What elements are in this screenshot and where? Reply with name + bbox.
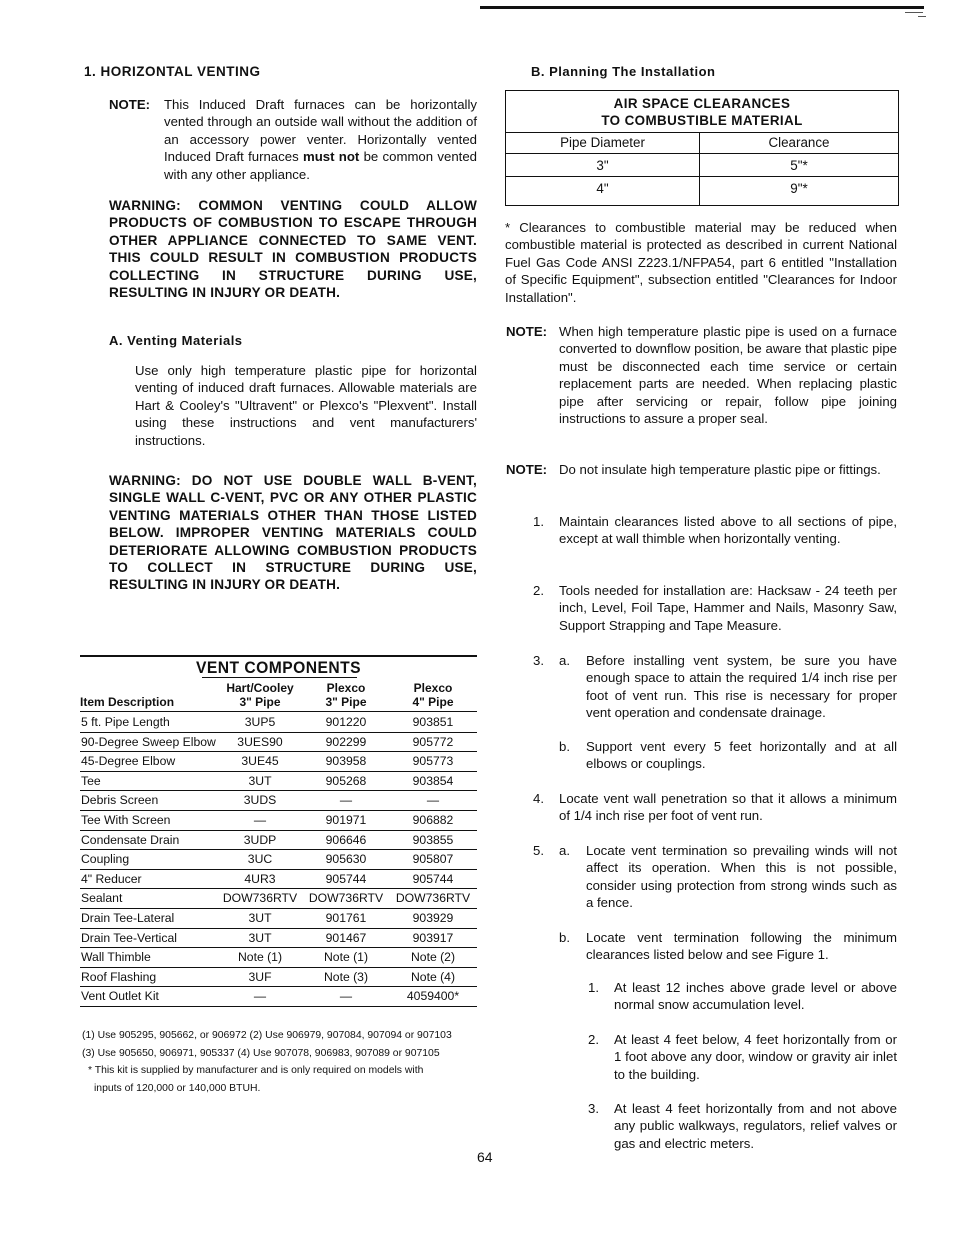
part-number-cell: — — [339, 989, 353, 1004]
item-text: Locate vent wall penetration so that it allows a minimum of 1/4 inch rise per foot of vent run. — [559, 791, 897, 824]
clearance-cell: 9"* — [790, 181, 808, 196]
item-number: 3. — [533, 653, 544, 668]
item-description-cell: Drain Tee-Vertical — [81, 930, 177, 945]
item-letter: b. — [559, 739, 570, 754]
subheading-planning: B. Planning The Installation — [531, 64, 716, 79]
page-number: 64 — [477, 1149, 493, 1165]
item-description-cell: Vent Outlet Kit — [81, 989, 159, 1004]
item-number: 1. — [533, 514, 544, 529]
part-number-cell: 905744 — [325, 871, 367, 886]
footnote: * This kit is supplied by manufacturer and is only required on models with — [88, 1065, 424, 1076]
note-label: NOTE: — [506, 462, 548, 477]
table-footnotes — [82, 1027, 482, 1097]
part-number-cell: Note (3) — [323, 969, 369, 984]
item-number: 4. — [533, 791, 544, 806]
table-row — [80, 849, 477, 870]
part-number-cell: 903917 — [412, 930, 454, 945]
part-number-cell: DOW736RTV — [222, 891, 298, 906]
part-number-cell: 901467 — [325, 930, 367, 945]
part-number-cell: 3UT — [248, 911, 272, 925]
col-header-plexco-4: Plexco 4" Pipe — [412, 681, 454, 709]
warning-block-2 — [109, 472, 477, 594]
item-text: Locate vent termination so prevailing winds will not affect its operation. When this is not possible, consider using protection from strong winds such as a fence. — [586, 843, 897, 911]
part-number-cell: 903851 — [412, 715, 454, 729]
table-row — [80, 888, 477, 909]
col-header-item: Item Description — [80, 695, 175, 709]
sub-item-number: 1. — [588, 980, 599, 995]
part-number-cell: 905773 — [412, 754, 454, 769]
part-number-cell: — — [426, 793, 440, 808]
note-text: Do not insulate high temperature plastic pipe or fittings. — [559, 462, 881, 477]
col-header-plexco-3: Plexco 3" Pipe — [325, 681, 367, 709]
table-row — [80, 751, 477, 772]
note-paragraph — [109, 96, 477, 183]
part-number-cell: 903855 — [412, 832, 454, 847]
note-text: This Induced Draft furnaces can be horizontally vented through an outside wall without the addition of an accessory power venter. Horizontally vented Induced Draft furnaces — [164, 97, 477, 165]
section-heading: 1. HORIZONTAL VENTING — [84, 64, 261, 79]
part-number-cell: 3UP5 — [244, 715, 276, 729]
part-number-cell: 903929 — [412, 911, 454, 925]
pipe-cell: 3" — [596, 158, 609, 173]
item-description-cell: Tee — [81, 773, 101, 788]
part-number-cell: 903854 — [412, 773, 454, 788]
footnote: (3) Use 905650, 906971, 905337 (4) Use 907078, 906983, 907089 or 907105 — [82, 1047, 440, 1059]
item-description-cell: Coupling — [81, 852, 130, 867]
part-number-cell: 901761 — [325, 911, 367, 925]
table-rule — [506, 132, 898, 133]
pipe-cell: 4" — [596, 181, 609, 196]
top-rule-tick — [918, 16, 926, 17]
item-description-cell: 45-Degree Elbow — [81, 754, 176, 769]
part-number-cell: 906882 — [412, 813, 454, 827]
footnote: inputs of 120,000 or 140,000 BTUH. — [94, 1082, 261, 1094]
table-row — [80, 712, 477, 733]
table-row — [80, 790, 477, 811]
part-number-cell: 905744 — [412, 871, 454, 886]
item-description-cell: Condensate Drain — [81, 832, 180, 847]
item-description-cell: Drain Tee-Lateral — [81, 911, 175, 925]
item-text: Maintain clearances listed above to all sections of pipe, except at wall thimble when horizontally venting. — [559, 514, 897, 547]
item-description-cell: 90-Degree Sweep Elbow — [81, 734, 216, 749]
table-rule — [506, 176, 898, 177]
note-text: When high temperature plastic pipe is used on a furnace converted to downflow position, be aware that plastic pipe must be disconnected each time service or certain replacement parts are needed. When replacing plastic pipe after servicing or repair, follow pipe joining instructions to assure a proper seal. — [559, 324, 897, 427]
part-number-cell: Note (4) — [410, 969, 456, 984]
note-emphasis: must not — [302, 149, 360, 165]
sub-item-text: At least 4 feet horizontally from and not above any public walkways, regulators, relief valves or gas and electric meters. — [614, 1101, 897, 1151]
table-row — [80, 732, 477, 753]
note-text-end: be common vented with any other appliance. — [164, 149, 477, 182]
part-number-cell: Note (1) — [323, 950, 369, 965]
table-title: TO COMBUSTIBLE MATERIAL — [601, 113, 803, 128]
item-number: 5. — [533, 843, 544, 858]
part-number-cell: 902299 — [325, 734, 367, 749]
part-number-cell: 901220 — [325, 715, 367, 729]
item-description-cell: 4" Reducer — [81, 871, 142, 886]
note-downflow — [506, 323, 897, 427]
table-top-rule — [80, 655, 477, 657]
part-number-cell: 3UDP — [243, 832, 277, 847]
table-title: VENT COMPONENTS — [195, 658, 362, 677]
item-text: Tools needed for installation are: Hacksaw - 24 teeth per inch, Level, Foil Tape, Hammer and Nails, Masonry Saw, Support Strapping and Tape Measure. — [559, 583, 897, 633]
item-text: Locate vent termination following the minimum clearances listed below and see Figure 1. — [586, 930, 897, 963]
sub-item-text: At least 4 feet below, 4 feet horizontally from or 1 foot above any door, window or gravity air inlet to the building. — [614, 1032, 897, 1082]
part-number-cell: — — [253, 813, 267, 827]
warning-text: COMMON VENTING COULD ALLOW PRODUCTS OF COMBUSTION TO ESCAPE THROUGH OTHER APPLIANCE CONNECTED TO SAME VENT. THIS COULD RESULT IN COMBUSTION PRODUCTS COLLECTING IN STRUCTURE DURING USE, RESULTING IN INJURY OR DEATH. — [109, 198, 477, 301]
table-row — [80, 810, 477, 831]
part-number-cell: 3UT — [248, 930, 272, 945]
top-rule — [480, 6, 924, 9]
part-number-cell: Note (1) — [237, 950, 283, 965]
subheading-venting-materials: A. Venting Materials — [109, 333, 243, 348]
part-number-cell: 4UR3 — [244, 871, 276, 886]
part-number-cell: 906646 — [325, 832, 367, 847]
sub-item-number: 3. — [588, 1101, 599, 1116]
warning-label: WARNING: — [109, 198, 181, 213]
table-row — [80, 928, 477, 949]
note-insulate — [506, 461, 897, 478]
air-space-clearance-table — [505, 90, 899, 206]
part-number-cell: 903958 — [325, 754, 367, 769]
item-letter: b. — [559, 930, 570, 945]
part-number-cell: — — [339, 793, 353, 808]
part-number-cell: 3UF — [248, 969, 272, 984]
part-number-cell: Note (2) — [410, 950, 456, 965]
item-description-cell: Tee With Screen — [81, 813, 171, 827]
title-underline — [202, 677, 357, 678]
part-number-cell: 905807 — [412, 852, 454, 867]
part-number-cell: 901971 — [325, 813, 367, 827]
clearance-footnote: * Clearances to combustible material may be reduced when combustible material is protected as described in current National Fuel Gas Code ANSI Z223.1/NFPA54, part 6 entitled "Installation of Specific Equipment", subsection entitled "Clearances for Indoor Installation". — [505, 220, 897, 305]
part-number-cell: 905268 — [325, 773, 367, 788]
sub-item-text: At least 12 inches above grade level or above normal snow accumulation level. — [614, 980, 897, 1013]
table-title: AIR SPACE CLEARANCES — [613, 96, 791, 111]
warning-block-1 — [109, 197, 477, 301]
table-row — [80, 986, 477, 1007]
col-header-pipe: Pipe Diameter — [560, 135, 645, 150]
item-description-cell: Wall Thimble — [81, 950, 151, 965]
item-letter: a. — [559, 843, 570, 858]
part-number-cell: 4059400* — [406, 989, 460, 1004]
clearance-cell: 5"* — [790, 158, 808, 173]
top-rule-tick — [905, 12, 923, 13]
part-number-cell: DOW736RTV — [395, 891, 471, 906]
part-number-cell: 3UT — [248, 773, 272, 788]
part-number-cell: 3UDS — [243, 793, 277, 808]
table-row — [80, 830, 477, 851]
note-body — [164, 96, 477, 183]
table-row — [80, 908, 477, 929]
item-number: 2. — [533, 583, 544, 598]
part-number-cell: 3UES90 — [237, 734, 283, 749]
item-text: Support vent every 5 feet horizontally and at all elbows or couplings. — [586, 739, 897, 772]
item-letter: a. — [559, 653, 570, 668]
warning-label: WARNING: — [109, 473, 181, 488]
col-header-hartcooley: Hart/Cooley 3" Pipe — [226, 681, 294, 709]
footnote: (1) Use 905295, 905662, or 906972 (2) Use 906979, 907084, 907094 or 907103 — [82, 1030, 452, 1041]
table-rule — [506, 153, 898, 154]
note-label: NOTE: — [109, 97, 151, 112]
part-number-cell: 905630 — [325, 852, 367, 867]
table-row — [80, 967, 477, 988]
part-number-cell: 3UC — [247, 852, 273, 867]
item-description-cell: 5 ft. Pipe Length — [81, 715, 170, 729]
warning-text: DO NOT USE DOUBLE WALL B-VENT, SINGLE WALL C-VENT, PVC OR ANY OTHER PLASTIC VENTING MATERIALS OTHER THAN THOSE LISTED BELOW. IMPROPER VENTING MATERIALS COULD DETERIORATE ALLOWING COMBUSTION PRODUCTS TO COLLECT IN STRUCTURE DURING USE, RESULTING IN INJURY OR DEATH. — [109, 473, 477, 593]
table-row — [80, 771, 477, 792]
item-text: Before installing vent system, be sure you have enough space to attain the required 1/4 inch rise per foot of vent run. This rise is necessary for proper vent operation and condensate drainage. — [586, 653, 897, 721]
venting-materials-paragraph: Use only high temperature plastic pipe for horizontal venting of induced draft furnaces. Allowable materials are Hart & Cooley's "Ultravent" or Plexco's "Plexvent". Install using these instructions and vent manufacturers' instructions. — [135, 363, 477, 448]
item-description-cell: Roof Flashing — [81, 969, 157, 984]
part-number-cell: — — [253, 989, 267, 1004]
col-header-clearance: Clearance — [768, 135, 830, 150]
table-row — [80, 947, 477, 968]
sub-item-number: 2. — [588, 1032, 599, 1047]
item-description-cell: Debris Screen — [81, 793, 159, 808]
part-number-cell: 3UE45 — [241, 754, 279, 769]
item-description-cell: Sealant — [81, 891, 123, 906]
part-number-cell: 905772 — [412, 734, 454, 749]
table-row — [80, 869, 477, 890]
part-number-cell: DOW736RTV — [308, 891, 384, 906]
note-label: NOTE: — [506, 324, 548, 339]
